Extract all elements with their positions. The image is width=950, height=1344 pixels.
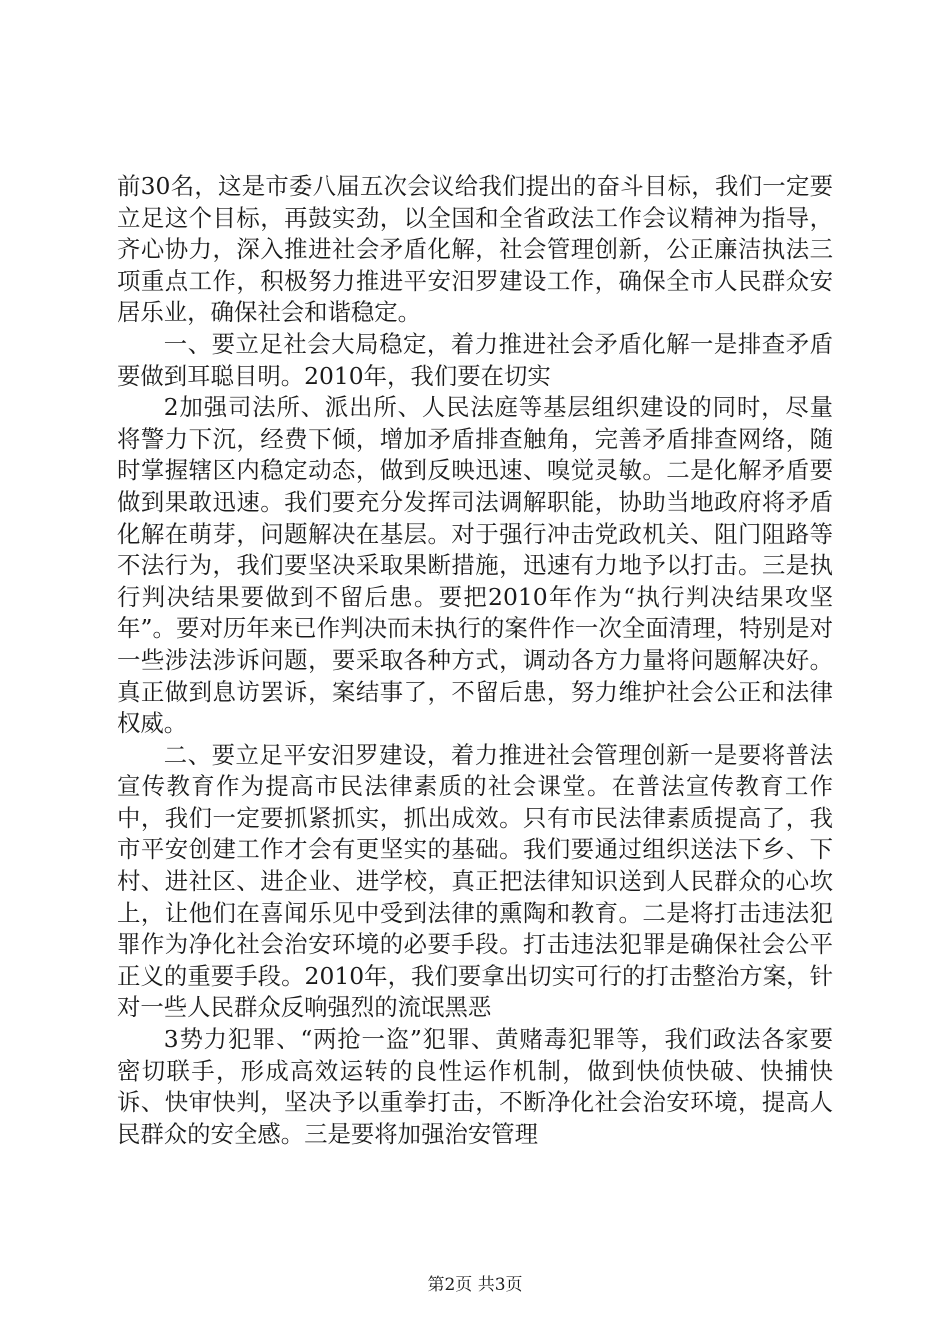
page-footer [0, 1270, 950, 1295]
paragraph-1: 前30名，这是市委八届五次会议给我们提出的奋斗目标，我们一定要立足这个目标，再鼓实劲，以全国和全省政法工作会议精神为指导，齐心协力，深入推进社会矛盾化解，社会管理创新，公正廉洁执法三项重点工作，积极努力推进平安汨罗建设工作，确保全市人民群众安居乐业，确保社会和谐稳定。 [117, 172, 833, 327]
paragraph-5: 3势力犯罪、“两抢一盗”犯罪、黄赌毒犯罪等，我们政法各家要密切联手，形成高效运转的良性运作机制，做到快侦快破、快捕快诉、快审快判，坚决予以重拳打击，不断净化社会治安环境，提高人民群众的安全感。三是要将加强治安管理 [117, 1025, 833, 1148]
page-number-label: 第2页 共3页 [427, 1275, 523, 1295]
paragraph-4: 二、要立足平安汨罗建设，着力推进社会管理创新一是要将普法宣传教育作为提高市民法律素质的社会课堂。在普法宣传教育工作中，我们一定要抓紧抓实，抓出成效。只有市民法律素质提高了，我市平安创建工作才会有更坚实的基础。我们要通过组织送法下乡、下村、进社区、进企业、进学校，真正把法律知识送到人民群众的心坎上，让他们在喜闻乐见中受到法律的熏陶和教育。二是将打击违法犯罪作为净化社会治安环境的必要手段。打击违法犯罪是确保社会公平正义的重要手段。2010年，我们要拿出切实可行的打击整治方案，针对一些人民群众反响强烈的流氓黑恶 [117, 740, 833, 1022]
paragraph-2: 一、要立足社会大局稳定，着力推进社会矛盾化解一是排查矛盾要做到耳聪目明。2010年，我们要在切实 [117, 329, 833, 390]
document-body [117, 171, 833, 1150]
paragraph-3: 2加强司法所、派出所、人民法庭等基层组织建设的同时，尽量将警力下沉，经费下倾，增加矛盾排查触角，完善矛盾排查网络，随时掌握辖区内稳定动态，做到反映迅速、嗅觉灵敏。二是化解矛盾要做到果敢迅速。我们要充分发挥司法调解职能，协助当地政府将矛盾化解在萌芽，问题解决在基层。对于强行冲击党政机关、阻门阻路等不法行为，我们要坚决采取果断措施，迅速有力地予以打击。三是执行判决结果要做到不留后患。要把2010年作为“执行判决结果攻坚年”。要对历年来已作判决而未执行的案件作一次全面清理，特别是对一些涉法涉诉问题，要采取各种方式，调动各方力量将问题解决好。真正做到息访罢诉，案结事了，不留后患，努力维护社会公正和法律权威。 [117, 393, 833, 738]
